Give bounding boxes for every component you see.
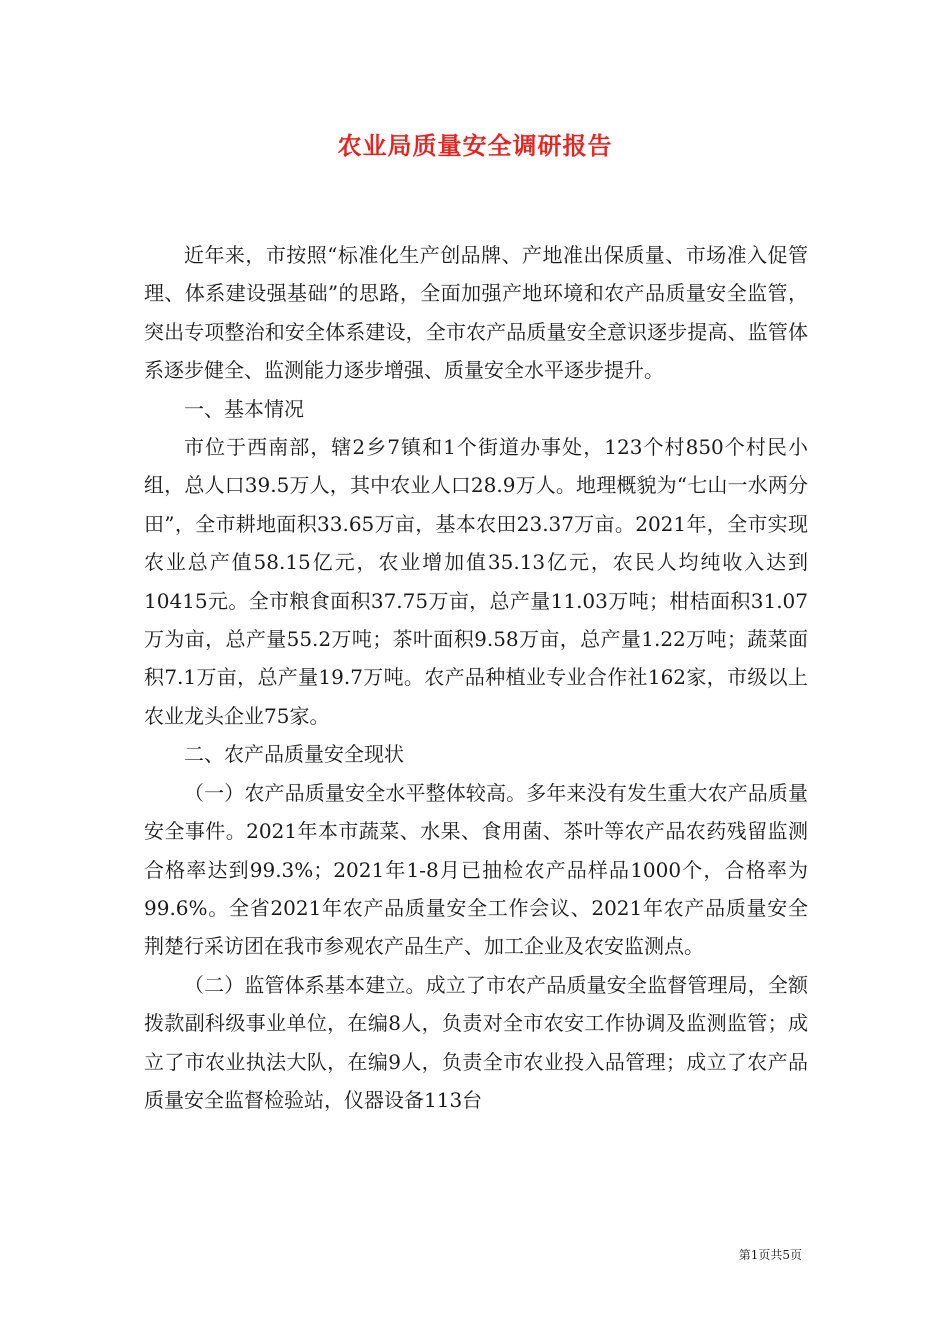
document-body <box>144 236 808 1119</box>
section-heading-quality-status: 二、农产品质量安全现状 <box>184 742 404 767</box>
paragraph-basic-situation: 市位于西南部，辖2乡7镇和1个街道办事处，123个村850个村民小组，总人口39.5万人，其中农业人口28.9万人。地理概貌为“七山一水两分田”，全市耕地面积33.65万亩，基本农田23.37万亩。2021年，全市实现农业总产值58.15亿元，农业增加值35.13亿元，农民人均纯收入达到10415元。全市粮食面积37.75万亩，总产量11.03万吨；柑桔面积31.07万为亩，总产量55.2万吨；茶叶面积9.58万亩，总产量1.22万吨；蔬菜面积7.1万亩，总产量19.7万吨。农产品种植业专业合作社162家，市级以上农业龙头企业75家。 <box>144 435 808 728</box>
paragraph-quality-level: （一）农产品质量安全水平整体较高。多年来没有发生重大农产品质量安全事件。2021年本市蔬菜、水果、食用菌、茶叶等农产品农药残留监测合格率达到99.3%；2021年1-8月已抽检农产品样品1000个，合格率为99.6%。全省2021年农产品质量安全工作会议、2021年农产品质量安全荆楚行采访团在我市参观农产品生产、加工企业及农安监测点。 <box>144 780 808 959</box>
section-heading-basic-situation: 一、基本情况 <box>184 396 304 421</box>
paragraph-intro: 近年来，市按照“标准化生产创品牌、产地准出保质量、市场准入促管理、体系建设强基础”的思路，全面加强产地环境和农产品质量安全监管，突出专项整治和安全体系建设，全市农产品质量安全意识逐步提高、监管体系逐步健全、监测能力逐步增强、质量安全水平逐步提升。 <box>144 243 808 383</box>
page-number: 第1页共5页 <box>738 1248 802 1262</box>
paragraph-supervision-system: （二）监管体系基本建立。成立了市农产品质量安全监督管理局，全额拨款副科级事业单位，在编8人，负责对全市农安工作协调及监测监管；成立了市农业执法大队，在编9人，负责全市农业投入品管理；成立了农产品质量安全监督检验站，仪器设备113台 <box>144 972 808 1112</box>
document-title: 农业局质量安全调研报告 <box>337 131 613 160</box>
